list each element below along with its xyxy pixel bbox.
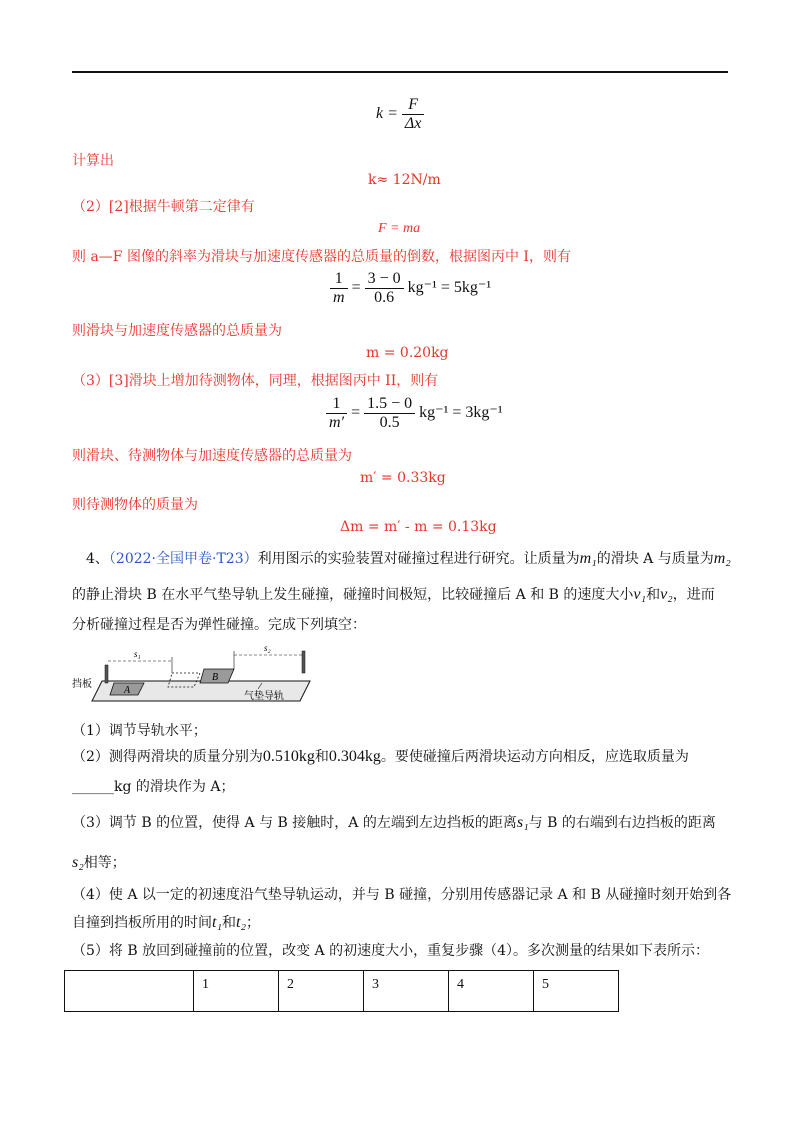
left-baffle [105, 665, 108, 683]
baffle-label: 挡板 [72, 679, 92, 690]
newton-eq: F = ma [378, 221, 421, 236]
part3-object-label: 则待测物体的质量为 [72, 497, 198, 513]
step5-visible: （5）将 B 放回到碰撞前的位置，改变 A 的初速度大小，重复步骤（4）。多次测量的结果如下表所示： [72, 943, 710, 959]
s2-label: s₂ [264, 643, 271, 653]
dm-result: Δm = m′ - m = 0.13kg [340, 519, 497, 535]
table-cell: 1 [194, 971, 279, 1012]
air-track-figure [72, 643, 332, 713]
equation-inverse-mass-prime: $\frac{1}{m'}$ = $\frac{1.5 - 0}{0.5}$ kg⁻¹ = 3kg⁻¹ [326, 395, 503, 432]
q4-source: （2022·全国甲卷·T23） [108, 551, 258, 567]
q4-line3: 分析碰撞过程是否为弹性碰撞。完成下列填空： [72, 617, 366, 633]
step3-line1: （3）调节 B 的位置，使得 A 与 B 接触时，A 的左端到左边挡板的距离s₁与 B 的右端到右边挡板的距离 [72, 814, 716, 831]
step3-line2: s₂相等； [72, 854, 126, 871]
table-row [65, 971, 619, 1012]
part3-mass-label: 则滑块、待测物体与加速度传感器的总质量为 [72, 448, 352, 464]
table-cell: 5 [534, 971, 619, 1012]
q4-line2: 的静止滑块 B 在水平气垫导轨上发生碰撞，碰撞时间极短，比较碰撞后 A 和 B 的速度大小v₁和v₂，进而 [72, 586, 715, 603]
right-baffle [302, 651, 305, 673]
step4-line2: 自撞到挡板所用的时间t₁和t₂； [72, 914, 261, 931]
results-table [64, 970, 619, 1012]
table-cell [65, 971, 194, 1012]
slider-a-label: A [124, 685, 131, 696]
header-rule [72, 71, 728, 73]
m2-result: m′ = 0.33kg [360, 470, 446, 486]
part2-heading: （2）[2]根据牛顿第二定律有 [72, 199, 255, 215]
s1-label: s₁ [134, 649, 141, 659]
table-cell: 4 [449, 971, 534, 1012]
part2-mass-label: 则滑块与加速度传感器的总质量为 [72, 323, 282, 339]
part2-text: 则 a—F 图像的斜率为滑块与加速度传感器的总质量的倒数，根据图丙中 I，则有 [72, 249, 571, 265]
table-cell: 2 [279, 971, 364, 1012]
part3-heading: （3）[3]滑块上增加待测物体，同理，根据图丙中 II，则有 [72, 373, 439, 389]
answer-blank[interactable]: ______ [72, 779, 114, 795]
calc-label: 计算出 [72, 153, 114, 169]
slider-b-label: B [212, 672, 219, 683]
step2-line1: （2）测得两滑块的质量分别为0.510kg和0.304kg。要使碰撞后两滑块运动方向相反，应选取质量为 [72, 748, 689, 765]
m-result: m = 0.20kg [366, 345, 449, 361]
rail-label: 气垫导轨 [244, 691, 284, 702]
equation-inverse-mass: $\frac{1}{m}$ = $\frac{3 - 0}{0.6}$ kg⁻¹ = 5kg⁻¹ [330, 270, 491, 307]
equation-k: k = $\frac{F}{\Delta x}$ [376, 96, 424, 133]
k-result: k≈ 12N/m [368, 172, 441, 188]
step1: （1）调节导轨水平； [72, 723, 207, 739]
table-cell: 3 [364, 971, 449, 1012]
q4-line1: 4、（2022·全国甲卷·T23）利用图示的实验装置对碰撞过程进行研究。让质量为m₁的滑块 A 与质量为m₂ [86, 550, 731, 567]
step2-line2: ______kg 的滑块作为 A； [72, 779, 235, 795]
step4-line1: （4）使 A 以一定的初速度沿气垫导轨运动，并与 B 碰撞，分别用传感器记录 A 和 B 从碰撞时刻开始到各 [72, 887, 732, 903]
